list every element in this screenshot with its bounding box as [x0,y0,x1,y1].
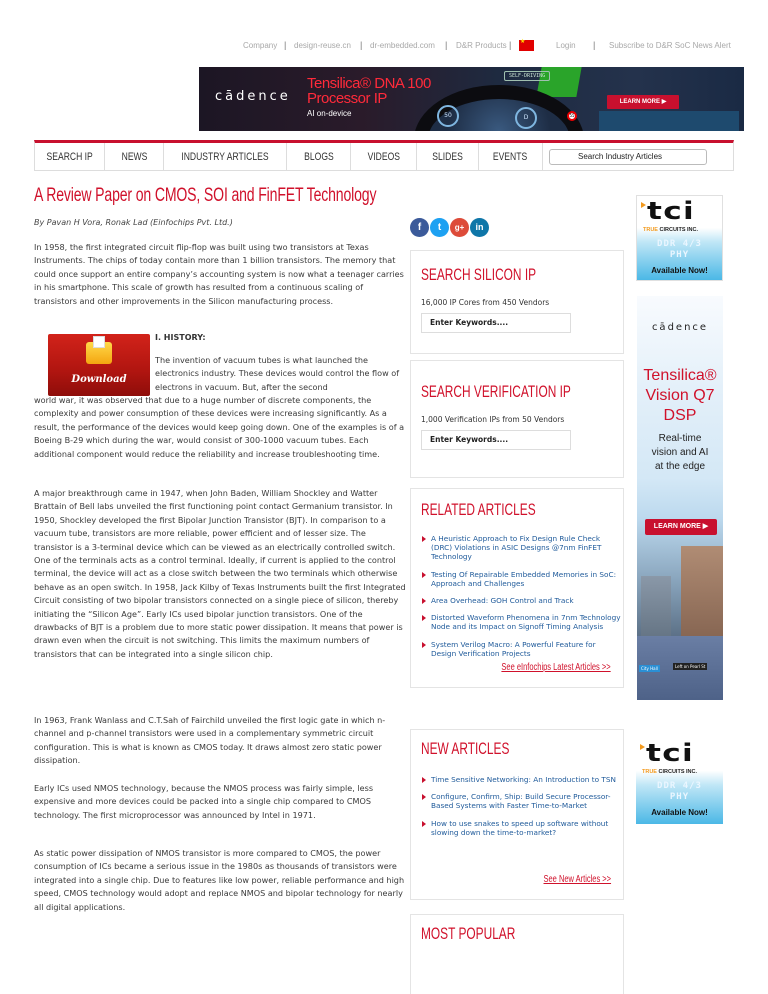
cadence-logo: cādence [215,89,291,104]
new-article-link[interactable]: Configure, Confirm, Ship: Build Secure Processor-Based Systems with Faster Time-to-Market [421,792,621,810]
nav-label: SEARCH IP [46,150,93,163]
banner-title-line2: Processor IP [307,90,387,107]
turn-label: Left on Pearl St [675,664,706,669]
tci-product [636,781,723,803]
divider: | [509,40,512,50]
new-article-link[interactable]: Time Sensitive Networking: An Introduction to TSN [421,775,621,784]
article-intro: In 1958, the first integrated circuit flip-flop was built using two transistors at Texas Instruments. The chips of today contain more than 1 billion transistors. The memory that could once support an entire company’s accounting system is now what a teenager carries in his smartphone. This scale of growth has resulted from a continuous scaling of transistors and other improvements in the Silicon manufacturing process. [34,242,404,306]
related-article-link[interactable]: A Heuristic Approach to Fix Design Rule Check (DRC) Violations in ASIC Designs @7nm FinFET Technology [421,534,621,562]
company-link[interactable]: Company [243,41,278,50]
see-einfochips-articles-link[interactable]: See eInfochips Latest Articles >> [501,662,611,673]
tci-logo: tci [646,739,695,767]
search-silicon-ip-box [410,250,624,354]
article-paragraph-3: In 1963, Frank Wanlass and C.T.Sah of Fairchild unveiled the first logic gate in which n-channel and p-channel transistors were used in a complementary symmetric circuit configuration. This is what is known as CMOS today. It draws almost zero static power dissipation. [34,715,386,766]
download-label: Download [71,374,127,385]
facebook-icon[interactable]: f [410,218,429,237]
nav-label: BLOGS [303,150,334,163]
search-verification-ip-title: SEARCH VERIFICATION IP [421,382,571,401]
nav-blogs[interactable] [287,143,351,170]
cadence-banner-ad[interactable] [199,67,744,131]
new-articles-title: NEW ARTICLES [421,739,510,758]
dr-products-link[interactable]: D&R Products [456,41,507,50]
download-button[interactable] [48,334,150,396]
new-articles-list [421,775,621,845]
divider: | [360,40,363,50]
tci-cta: Available Now! [651,808,708,817]
divider: | [284,40,287,50]
tci-cta: Available Now! [651,266,708,275]
learn-more-button[interactable]: LEARN MORE ▶ [607,95,679,109]
related-article-link[interactable]: Distorted Waveform Phenomena in 7nm Technology Node and its Impact on Signoff Timing Analysis [421,613,621,631]
desc-line: Real-time [658,433,702,444]
desc-line: vision and AI [651,447,709,458]
new-article-link[interactable]: How to use snakes to speed up software without slowing down the time-to-market? [421,819,621,837]
search-silicon-ip-title: SEARCH SILICON IP [421,265,537,284]
banner-title-line1: Tensilica® DNA 100 [307,75,431,92]
tci-product-line1: DDR 4/3 [657,781,702,791]
tci-company: TRUE CIRCUITS INC. [642,769,698,775]
nav-label: INDUSTRY ARTICLES [181,150,269,163]
speed-gauge: 50 [437,105,459,127]
search-verification-ip-box [410,360,624,478]
desc-line: at the edge [654,461,706,472]
tci-triangle-icon [641,202,646,208]
nav-search-container [543,143,733,170]
verification-ip-keyword-input[interactable]: Enter Keywords.... [421,430,571,450]
nav-label: SLIDES [432,150,463,163]
main-nav [34,140,734,171]
nav-news[interactable] [105,143,164,170]
most-popular-box [410,914,624,994]
vertical-ad-title [637,366,723,426]
tci-company: TRUE CIRCUITS INC. [643,227,699,233]
dashboard-screen [599,111,739,131]
tci-triangle-icon [640,744,645,750]
nav-videos[interactable] [351,143,417,170]
tci-logo: tci [647,197,696,225]
article-title: A Review Paper on CMOS, SOI and FinFET Technology [34,185,377,206]
history-paragraph-part2: world war, it was observed that due to a huge number of discrete components, the complexity and power consumption of these devices were increasing significantly. As a result, the performance of the devices would keep going down. One of the examples is of a Boeing B-29 which during the war, would consist of 300-1000 vacuum tubes. Each additional component would reduce the reliability and increase troubleshooting time. [34,395,405,459]
related-articles-title: RELATED ARTICLES [421,500,536,519]
related-article-link[interactable]: System Verilog Macro: A Powerful Feature for Design Verification Projects [421,640,621,658]
industry-articles-search-input[interactable]: Search Industry Articles [549,149,707,165]
see-new-articles-link[interactable]: See New Articles >> [543,874,611,885]
related-article-link[interactable]: Testing Of Repairable Embedded Memories in SoC: Approach and Challenges [421,570,621,588]
learn-more-button[interactable]: LEARN MORE ▶ [645,519,717,535]
divider: | [445,40,448,50]
nav-label: NEWS [121,150,147,163]
silicon-ip-count: 16,000 IP Cores from 450 Vendors [421,298,550,307]
article-byline: By Pavan H Vora, Ronak Lad (Einfochips Pvt. Ltd.) [34,218,233,227]
banner-title [307,76,431,106]
cadence-vertical-ad[interactable] [637,296,723,700]
tci-ad-bottom[interactable] [636,738,723,824]
nav-slides[interactable] [417,143,479,170]
divider: | [593,40,596,50]
tci-product-line2: PHY [669,250,690,260]
history-paragraph-part1: The invention of vacuum tubes is what launched the electronics industry. These devices would control the flow of electrons in vacuum. But, after the second [155,355,400,392]
drive-gauge: D [515,107,537,129]
nav-events[interactable] [479,143,543,170]
top-utility-bar [0,40,768,54]
title-line: DSP [663,407,697,424]
speed-sign-icon: 55 [567,111,577,121]
twitter-icon[interactable]: t [430,218,449,237]
login-link[interactable]: Login [556,41,576,50]
tci-product-line2: PHY [669,792,690,802]
article-paragraph-2: A major breakthrough came in 1947, when John Baden, William Shockley and Watter Brattain of Bell labs unveiled the first functioning point contact Germanium transistor. In 1950, Shockley developed the first Bipolar Junction Transistor (BJT). In comparison to a vacuum tube, transistors are more reliable, power efficient and of lesser size. The transistor is a 3-terminal device which can be viewed as an electrically controlled switch. One of the terminals acts as a control terminal. Ideally, if current is applied to the control terminal, the device will act as a close switch between the two terminals which otherwise behave as an open switch. In 1958, Jack Kilby of Texas Instruments built the first Integrated Circuit consisting of two bipolar transistors connected on a single piece of silicon, thereby initiating the “Silicon Age”. Early ICs used bipolar junction transistors. One of the drawbacks of BJT is a problem due to more static power dissipation. It means that power is drawn even when the circuit is not switching. This limits the maximum numbers of transistors that can be integrated into a single silicon chip. [34,488,406,659]
tci-product [637,239,722,261]
nav-label: VIDEOS [367,150,400,163]
self-driving-tag: SELF-DRIVING [504,71,550,81]
dr-embedded-link[interactable]: dr-embedded.com [370,41,435,50]
article-paragraph-5: As static power dissipation of NMOS transistor is more compared to CMOS, the power consumption of ICs became a serious issue in the 1980s as thousands of transistors were integrated into a single chip. Due to features like low power, reliable performance and high speed, CMOS technology would adopt and replace NMOS and bipolar technology for nearly all digital applications. [34,848,405,912]
verification-ip-count: 1,000 Verification IPs from 50 Vendors [421,415,565,424]
title-line: Vision Q7 [645,387,715,404]
new-articles-box [410,729,624,900]
google-plus-icon[interactable]: g+ [450,218,469,237]
tci-ad-top[interactable] [636,195,723,281]
banner-subtitle: AI on-device [307,109,352,118]
related-articles-box [410,488,624,688]
article-paragraph-4: Early ICs used NMOS technology, because the NMOS process was fairly simple, less expensive and more devices could be packed into a single chip compared to CMOS technology. The first microprocessor was announced by Intel in 1971. [34,783,374,820]
silicon-ip-keyword-input[interactable]: Enter Keywords.... [421,313,571,333]
most-popular-title: MOST POPULAR [421,924,516,943]
pdf-folder-icon [86,342,112,364]
china-flag-icon[interactable] [519,40,534,51]
linkedin-icon[interactable]: in [470,218,489,237]
title-line: Tensilica® [643,367,717,384]
related-articles-list [421,534,621,666]
section-heading-history: I. HISTORY: [155,333,206,342]
city-hall-label: City Hall [641,666,658,671]
subscribe-link[interactable]: Subscribe to D&R SoC News Alert [609,41,731,50]
nav-search-ip[interactable] [35,143,105,170]
cadence-logo: cādence [651,322,709,333]
social-share-bar [410,218,489,237]
design-reuse-cn-link[interactable]: design-reuse.cn [294,41,351,50]
related-article-link[interactable]: Area Overhead: GOH Control and Track [421,596,621,605]
nav-label: EVENTS [493,150,528,163]
nav-industry-articles[interactable] [164,143,287,170]
tci-product-line1: DDR 4/3 [657,239,702,249]
vertical-ad-description [637,432,723,474]
